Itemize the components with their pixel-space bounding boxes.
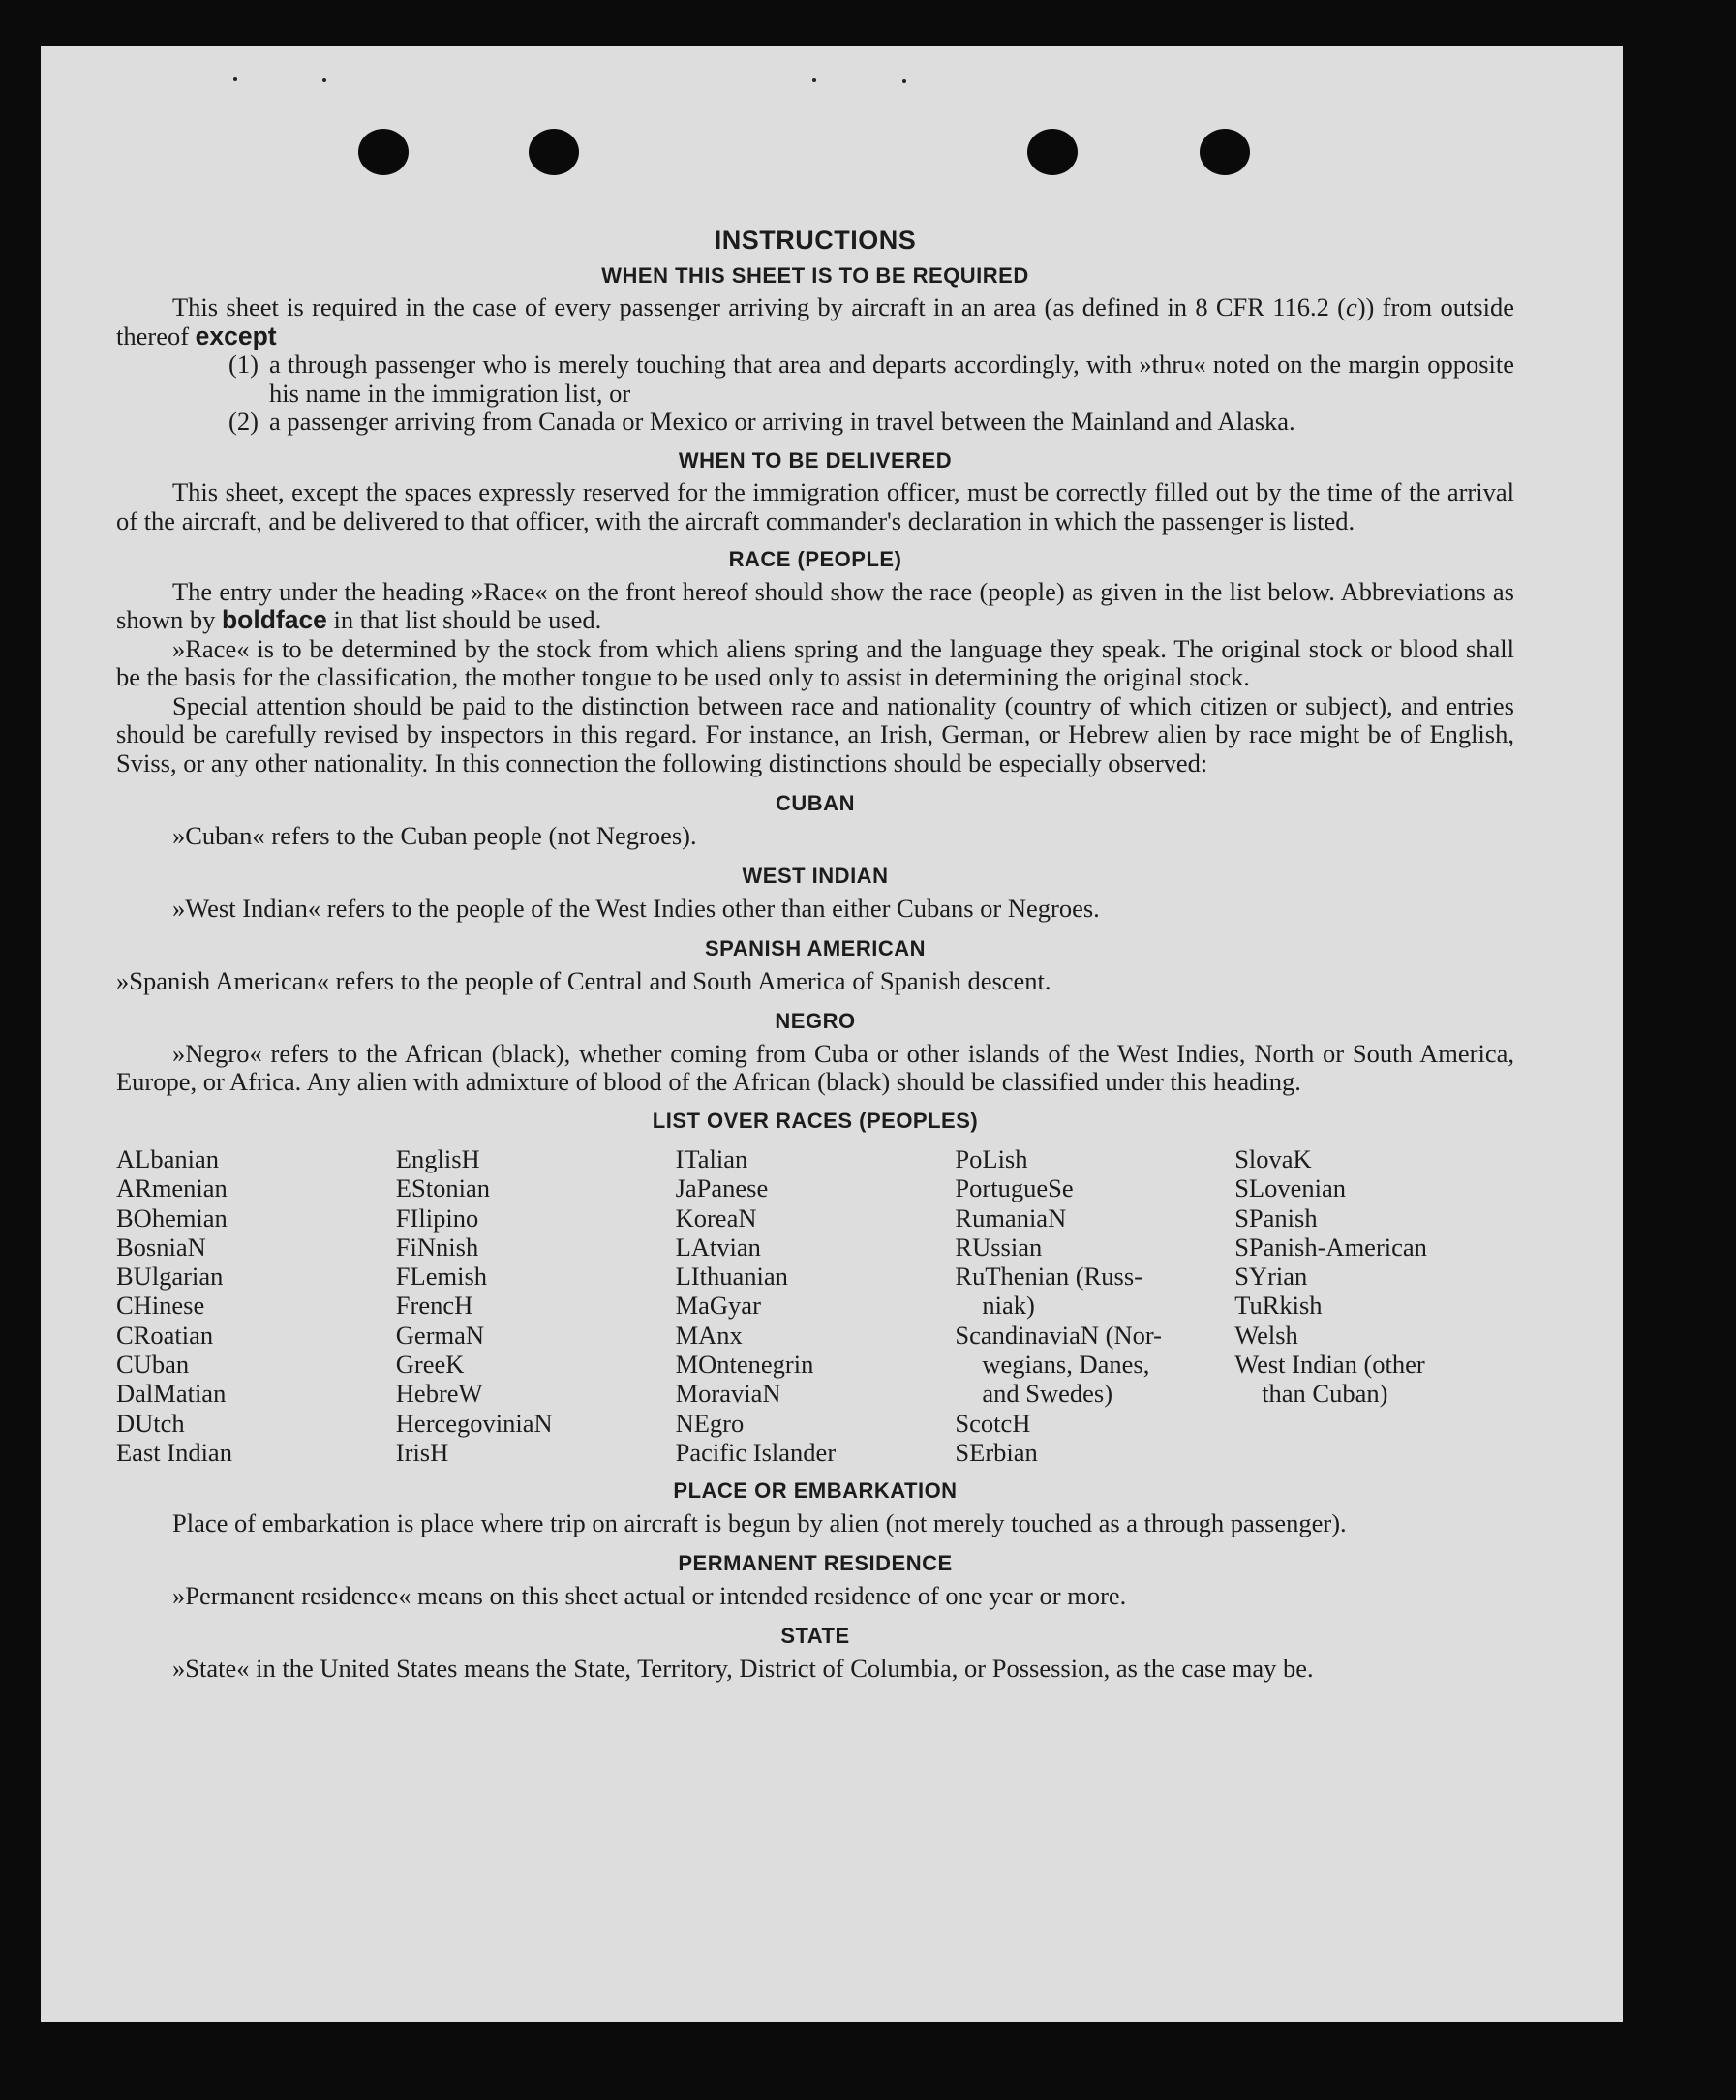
race-list-item: Welsh	[1234, 1320, 1298, 1350]
race-list-item: MoraviaN	[675, 1379, 781, 1409]
section-heading-cuban: CUBAN	[776, 791, 855, 815]
required-intro: This sheet is required in the case of every passenger arriving by aircraft in an area (as defined in 8 CFR 116.2 (c)) from outside thereof except	[116, 292, 1514, 350]
race-list-column	[116, 1144, 396, 1467]
race-list-item: JaPanese	[675, 1173, 769, 1203]
race-paragraph-1: The entry under the heading »Race« on the front hereof should show the race (people) as given in the list below. Abbreviations as shown by boldface in that list should be used.	[116, 576, 1514, 634]
race-list-item: FiNnish	[395, 1232, 479, 1262]
residence-text: »Permanent residence« means on this sheet actual or intended residence of one year or more.	[172, 1580, 1127, 1610]
race-list-column	[955, 1144, 1234, 1467]
race-list-item: SLovenian	[1234, 1173, 1346, 1203]
race-list-item: SErbian	[955, 1437, 1038, 1467]
race-list-item: and Swedes)	[982, 1379, 1113, 1409]
section-heading-required: WHEN THIS SHEET IS TO BE REQUIRED	[601, 262, 1029, 288]
punch-hole	[1200, 129, 1250, 175]
race-list-item: LIthuanian	[675, 1262, 788, 1292]
race-paragraph-2: »Race« is to be determined by the stock from which aliens spring and the language they speak. The original stock or blood shall be the basis for the classification, the mother tongue to be used only to assist in determining the original stock.	[116, 633, 1514, 691]
race-list-item: TuRkish	[1234, 1291, 1323, 1321]
spanish-american-text: »Spanish American« refers to the people of Central and South America of Spanish descent.	[116, 965, 1051, 995]
race-list-item: MAnx	[675, 1320, 743, 1350]
race-list-item: BOhemian	[116, 1202, 228, 1233]
delivered-text: This sheet, except the spaces expressly reserved for the immigration officer, must be correctly filled out by the time of the arrival of the aircraft, and be delivered to that officer, with the aircraft commander's declaration in which the passenger is listed.	[116, 477, 1514, 535]
race-paragraph-3: Special attention should be paid to the distinction between race and nationality (country of which citizen or subject), and entries should be carefully revised by inspectors in this regard. For instance, an Irish, German, or Hebrew alien by race might be of English, Sviss, or any other nationality. In this connection the following distinctions should be especially observed:	[116, 690, 1514, 777]
race-list-item: niak)	[982, 1291, 1035, 1321]
section-heading-negro: NEGRO	[775, 1009, 856, 1033]
race-list-item: BosniaN	[116, 1232, 206, 1262]
race-list-item: RuThenian (Russ-	[955, 1262, 1142, 1292]
section-heading-embarkation: PLACE OR EMBARKATION	[673, 1478, 958, 1504]
race-list-item: MOntenegrin	[675, 1350, 814, 1380]
race-list-item: RUssian	[955, 1232, 1043, 1262]
speck	[233, 77, 237, 81]
race-list-column	[1234, 1144, 1514, 1467]
race-list-item: CHinese	[116, 1291, 205, 1321]
race-list-column	[676, 1144, 956, 1467]
speck	[322, 78, 326, 82]
race-list-item: EStonian	[395, 1173, 490, 1203]
race-list-item: IrisH	[395, 1437, 449, 1467]
race-list-item: HebreW	[395, 1379, 483, 1409]
race-list-item: West Indian (other	[1234, 1350, 1425, 1380]
race-list-item: SlovaK	[1234, 1144, 1312, 1173]
section-heading-delivered: WHEN TO BE DELIVERED	[678, 447, 953, 472]
punch-hole	[529, 129, 579, 175]
west-indian-text: »West Indian« refers to the people of the West Indies other than either Cubans or Negroes.	[172, 893, 1100, 923]
section-heading-race-list: LIST OVER RACES (PEOPLES)	[652, 1108, 979, 1133]
race-list-item: wegians, Danes,	[982, 1350, 1150, 1380]
race-list-item: PoLish	[955, 1144, 1028, 1173]
punch-hole	[358, 129, 409, 175]
embarkation-text: Place of embarkation is place where trip on aircraft is begun by alien (not merely touched as a through passenger).	[172, 1507, 1347, 1537]
race-list-item: FLemish	[395, 1262, 488, 1292]
speck	[902, 79, 906, 83]
race-list-item: LAtvian	[675, 1232, 761, 1262]
punch-hole	[1027, 129, 1078, 175]
section-heading-state: STATE	[780, 1624, 850, 1649]
race-list-item: DUtch	[116, 1408, 185, 1438]
page-title: INSTRUCTIONS	[714, 226, 917, 255]
instructions-body	[116, 223, 1514, 1683]
race-list-item: ARmenian	[116, 1173, 228, 1203]
race-list-item: KoreaN	[675, 1202, 757, 1233]
document-page	[41, 46, 1623, 2022]
race-list-item: Pacific Islander	[675, 1437, 837, 1467]
race-list-item: ITalian	[675, 1144, 748, 1173]
section-heading-spanish-american: SPANISH AMERICAN	[704, 936, 926, 960]
race-list-item: GreeK	[395, 1350, 465, 1380]
race-list-item: ScotcH	[955, 1408, 1031, 1438]
cuban-text: »Cuban« refers to the Cuban people (not Negroes).	[172, 820, 697, 850]
race-list-item: SPanish-American	[1234, 1232, 1427, 1262]
negro-text: »Negro« refers to the African (black), whether coming from Cuba or other islands of the West Indies, North or South America, Europe, or Africa. Any alien with admixture of blood of the African (black) should be classified under this heading.	[116, 1038, 1514, 1096]
race-list-item: ALbanian	[116, 1144, 219, 1173]
race-list-item: SYrian	[1234, 1262, 1308, 1292]
race-list-item: PortugueSe	[955, 1173, 1074, 1203]
race-list-item: EnglisH	[395, 1144, 480, 1173]
section-heading-west-indian: WEST INDIAN	[742, 864, 889, 888]
race-list-item: GermaN	[395, 1320, 485, 1350]
race-list-item: CRoatian	[116, 1320, 214, 1350]
exception-item-2: (2) a passenger arriving from Canada or Mexico or arriving in travel between the Mainland and Alaska.	[228, 407, 1295, 436]
race-list-item: SPanish	[1234, 1202, 1318, 1233]
race-list-item: NEgro	[675, 1408, 745, 1438]
section-heading-residence: PERMANENT RESIDENCE	[678, 1551, 953, 1576]
race-list	[116, 1144, 1514, 1467]
race-list-item: FrencH	[395, 1291, 473, 1321]
race-list-item: RumaniaN	[955, 1202, 1067, 1233]
race-list-item: BUlgarian	[116, 1262, 224, 1292]
race-list-item: ScandinaviaN (Nor-	[955, 1320, 1162, 1350]
section-heading-race: RACE (PEOPLE)	[728, 547, 902, 571]
race-list-item: DalMatian	[116, 1379, 227, 1409]
race-list-item: FIlipino	[395, 1202, 479, 1233]
state-text: »State« in the United States means the State, Territory, District of Columbia, or Possession, as the case may be.	[172, 1653, 1314, 1683]
race-list-column	[396, 1144, 676, 1467]
race-list-item: CUban	[116, 1350, 190, 1380]
race-list-item: MaGyar	[675, 1291, 761, 1321]
race-list-item: than Cuban)	[1262, 1379, 1388, 1409]
exception-item-1: (1) a through passenger who is merely touching that area and departs accordingly, with »thru« noted on the margin opposite his name in the immigration list, or	[228, 350, 1514, 408]
race-list-item: East Indian	[116, 1437, 232, 1467]
speck	[812, 78, 816, 82]
race-list-item: HercegoviniaN	[395, 1408, 553, 1438]
